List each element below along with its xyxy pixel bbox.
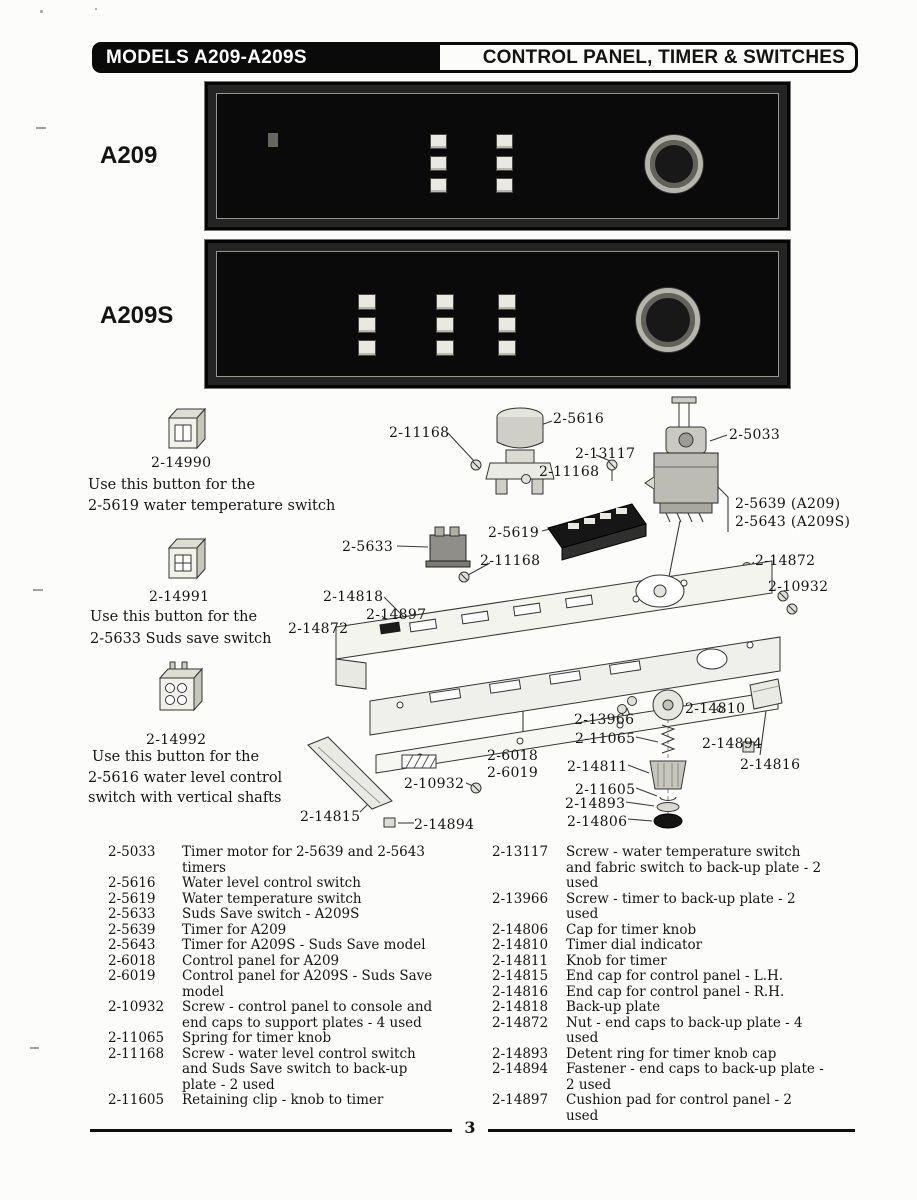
panel-button — [436, 294, 454, 310]
part-number: 2-14893 — [492, 1045, 549, 1062]
panel-button — [498, 294, 516, 310]
part-callout: 2-14806 — [567, 814, 628, 830]
parts-list-row — [492, 938, 828, 954]
part-number: 2-11605 — [108, 1092, 165, 1108]
button-part-number: 2-14990 — [151, 455, 212, 471]
parts-list-row — [108, 954, 438, 970]
panel-button — [430, 178, 447, 193]
panel-button — [436, 317, 454, 333]
button-usage-note-line: 2-5619 water temperature switch — [88, 498, 336, 514]
part-description: Water temperature switch — [182, 890, 362, 907]
part-callout: 2-5619 — [488, 525, 540, 541]
part-number: 2-6019 — [108, 968, 156, 984]
part-description: Screw - water temperature switch and fabric switch to back-up plate - 2 used — [566, 844, 822, 891]
panel-button — [436, 340, 454, 356]
button-usage-note-line: Use this button for the — [88, 477, 256, 493]
parts-list-row — [108, 1093, 438, 1109]
parts-list-row — [492, 1062, 828, 1093]
part-description: Detent ring for timer knob cap — [566, 1045, 777, 1062]
part-callout: 2-14818 — [323, 589, 384, 605]
part-description: Water level control switch — [182, 875, 361, 891]
part-number: 2-14815 — [492, 968, 549, 984]
panel-button — [496, 134, 513, 149]
part-callout: 2-5616 — [553, 411, 605, 427]
page-number: 3 — [464, 1118, 476, 1137]
part-callout: 2-13117 — [575, 446, 636, 462]
part-description: Nut - end caps to back-up plate - 4 used — [566, 1014, 803, 1046]
button-2-14992-icon — [150, 660, 208, 718]
panel-label-a209s: A209S — [100, 302, 174, 329]
part-callout: 2-14894 — [702, 736, 763, 752]
parts-list-row — [492, 845, 828, 892]
part-callout: 2-14894 — [414, 817, 475, 833]
part-callout: 2-14872 — [288, 621, 349, 637]
parts-list-row — [108, 907, 438, 923]
parts-list-row — [108, 1047, 438, 1094]
panel-button — [496, 156, 513, 171]
scan-artifact — [33, 589, 43, 591]
part-callout: 2-5633 — [342, 539, 394, 555]
part-description: Cushion pad for control panel - 2 used — [566, 1092, 792, 1124]
button-2-14990-icon — [157, 402, 211, 456]
part-description: Screw - control panel to console and end caps to support plates - 4 used — [182, 999, 433, 1031]
parts-list-row — [108, 923, 438, 939]
part-number: 2-11168 — [108, 1045, 165, 1062]
parts-list-row — [108, 892, 438, 908]
part-callout: 2-14897 — [366, 607, 427, 623]
part-callout: 2-11065 — [575, 731, 636, 747]
part-number: 2-13117 — [492, 844, 549, 860]
parts-list-row — [108, 876, 438, 892]
part-number: 2-14810 — [492, 937, 549, 953]
parts-list-row — [492, 1016, 828, 1047]
parts-list-row — [108, 1031, 438, 1047]
parts-list-row — [492, 1047, 828, 1063]
part-description: Control panel for A209 — [182, 952, 340, 969]
part-callout: 2-14811 — [567, 759, 628, 775]
parts-list-row — [492, 1000, 828, 1016]
part-description: Spring for timer knob — [182, 1030, 332, 1046]
part-callout: 2-10932 — [768, 579, 829, 595]
control-panel-photo-a209s — [205, 240, 790, 388]
parts-list-row — [492, 954, 828, 970]
scan-artifact — [36, 127, 46, 129]
part-number: 2-14811 — [492, 952, 549, 969]
button-usage-note-line: 2-5633 Suds save switch — [90, 631, 272, 647]
part-description: Cap for timer knob — [566, 921, 697, 938]
panel-button — [430, 134, 447, 149]
control-panel-photo-a209 — [205, 82, 790, 230]
water-level-switch-part — [486, 408, 554, 494]
part-description: Timer motor for 2-5639 and 2-5643 timers — [182, 844, 425, 876]
button-usage-note-line: Use this button for the — [90, 609, 258, 625]
part-description: Suds Save switch - A209S — [182, 906, 360, 922]
parts-list-row — [492, 1093, 828, 1124]
part-callout: 2-6018 — [487, 748, 539, 764]
brand-mark — [268, 133, 278, 147]
part-description: Back-up plate — [566, 999, 661, 1015]
part-number: 2-5616 — [108, 875, 156, 891]
part-callout: 2-10932 — [404, 776, 465, 792]
part-description: End cap for control panel - L.H. — [566, 968, 784, 984]
part-number: 2-5639 — [108, 921, 156, 938]
footer-rule-left — [90, 1129, 452, 1132]
scan-artifact — [30, 1047, 39, 1049]
parts-list-row — [492, 923, 828, 939]
part-number: 2-14897 — [492, 1092, 549, 1108]
models-label: MODELS A209-A209S — [94, 44, 440, 71]
part-description: Timer for A209 — [182, 921, 287, 938]
panel-button — [498, 340, 516, 356]
part-number: 2-10932 — [108, 999, 165, 1015]
panel-button — [498, 317, 516, 333]
part-callout: 2-14815 — [300, 809, 361, 825]
parts-list-right-column — [492, 845, 828, 1124]
part-number: 2-5643 — [108, 937, 156, 953]
page-header — [92, 42, 858, 73]
button-part-number: 2-14992 — [146, 732, 207, 748]
part-description: Screw - timer to back-up plate - 2 used — [566, 890, 796, 922]
part-callout: 2-11168 — [389, 425, 450, 441]
part-description: Retaining clip - knob to timer — [182, 1092, 384, 1108]
part-callout: 2-5033 — [729, 427, 781, 443]
parts-list-left-column — [108, 845, 438, 1109]
part-description: Knob for timer — [566, 952, 667, 969]
panel-button — [358, 294, 376, 310]
scan-artifact — [40, 10, 43, 13]
part-description: Timer for A209S - Suds Save model — [182, 937, 426, 953]
timer-knob-stack — [650, 690, 686, 828]
part-number: 2-14872 — [492, 1014, 549, 1031]
parts-list-row — [492, 969, 828, 985]
water-temp-switch-part — [548, 504, 646, 560]
part-number: 2-5619 — [108, 890, 156, 907]
part-number: 2-14816 — [492, 983, 549, 1000]
panel-button — [358, 340, 376, 356]
button-part-number: 2-14991 — [149, 589, 210, 605]
panel-button — [430, 156, 447, 171]
parts-list-row — [492, 985, 828, 1001]
part-callout: 2-5643 (A209S) — [735, 514, 851, 530]
suds-switch-part — [426, 527, 470, 582]
parts-list-row — [108, 969, 438, 1000]
timer-part — [645, 397, 718, 522]
part-callout: 2-11168 — [539, 464, 600, 480]
part-description: End cap for control panel - R.H. — [566, 983, 785, 1000]
part-number: 2-13966 — [492, 890, 549, 907]
part-callout: 2-14872 — [755, 553, 816, 569]
part-callout: 2-11605 — [575, 782, 636, 798]
parts-list-row — [108, 845, 438, 876]
part-description: Screw - water level control switch and Suds Save switch to back-up plate - 2 used — [182, 1045, 416, 1093]
timer-knob-photo — [636, 288, 700, 352]
part-number: 2-14818 — [492, 999, 549, 1015]
part-callout: 2-14810 — [685, 701, 746, 717]
button-usage-note-line: Use this button for the — [92, 749, 260, 765]
part-description: Control panel for A209S - Suds Save model — [182, 968, 433, 1000]
part-callout: 2-11168 — [480, 553, 541, 569]
part-number: 2-14894 — [492, 1061, 549, 1077]
footer-rule-right — [488, 1129, 855, 1132]
part-callout: 2-13966 — [574, 712, 635, 728]
scan-artifact — [95, 8, 97, 10]
part-callout: 2-6019 — [487, 765, 539, 781]
button-2-14991-icon — [157, 532, 211, 586]
parts-list-row — [108, 938, 438, 954]
parts-list-row — [492, 892, 828, 923]
parts-list-row — [108, 1000, 438, 1031]
part-callout: 2-14816 — [740, 757, 801, 773]
panel-button — [358, 317, 376, 333]
part-description: Fastener - end caps to back-up plate - 2 used — [566, 1061, 824, 1093]
button-usage-note-line: switch with vertical shafts — [88, 790, 282, 806]
timer-knob-photo — [645, 135, 703, 193]
part-number: 2-11065 — [108, 1030, 165, 1046]
part-callout: 2-14893 — [565, 796, 626, 812]
part-number: 2-6018 — [108, 952, 156, 969]
part-description: Timer dial indicator — [566, 937, 703, 953]
panel-button — [496, 178, 513, 193]
part-number: 2-5033 — [108, 844, 156, 860]
part-callout: 2-5639 (A209) — [735, 496, 841, 512]
section-title: CONTROL PANEL, TIMER & SWITCHES — [482, 46, 845, 68]
part-number: 2-5633 — [108, 906, 156, 922]
panel-label-a209: A209 — [100, 142, 158, 169]
button-usage-note-line: 2-5616 water level control — [88, 770, 283, 786]
part-number: 2-14806 — [492, 921, 549, 938]
